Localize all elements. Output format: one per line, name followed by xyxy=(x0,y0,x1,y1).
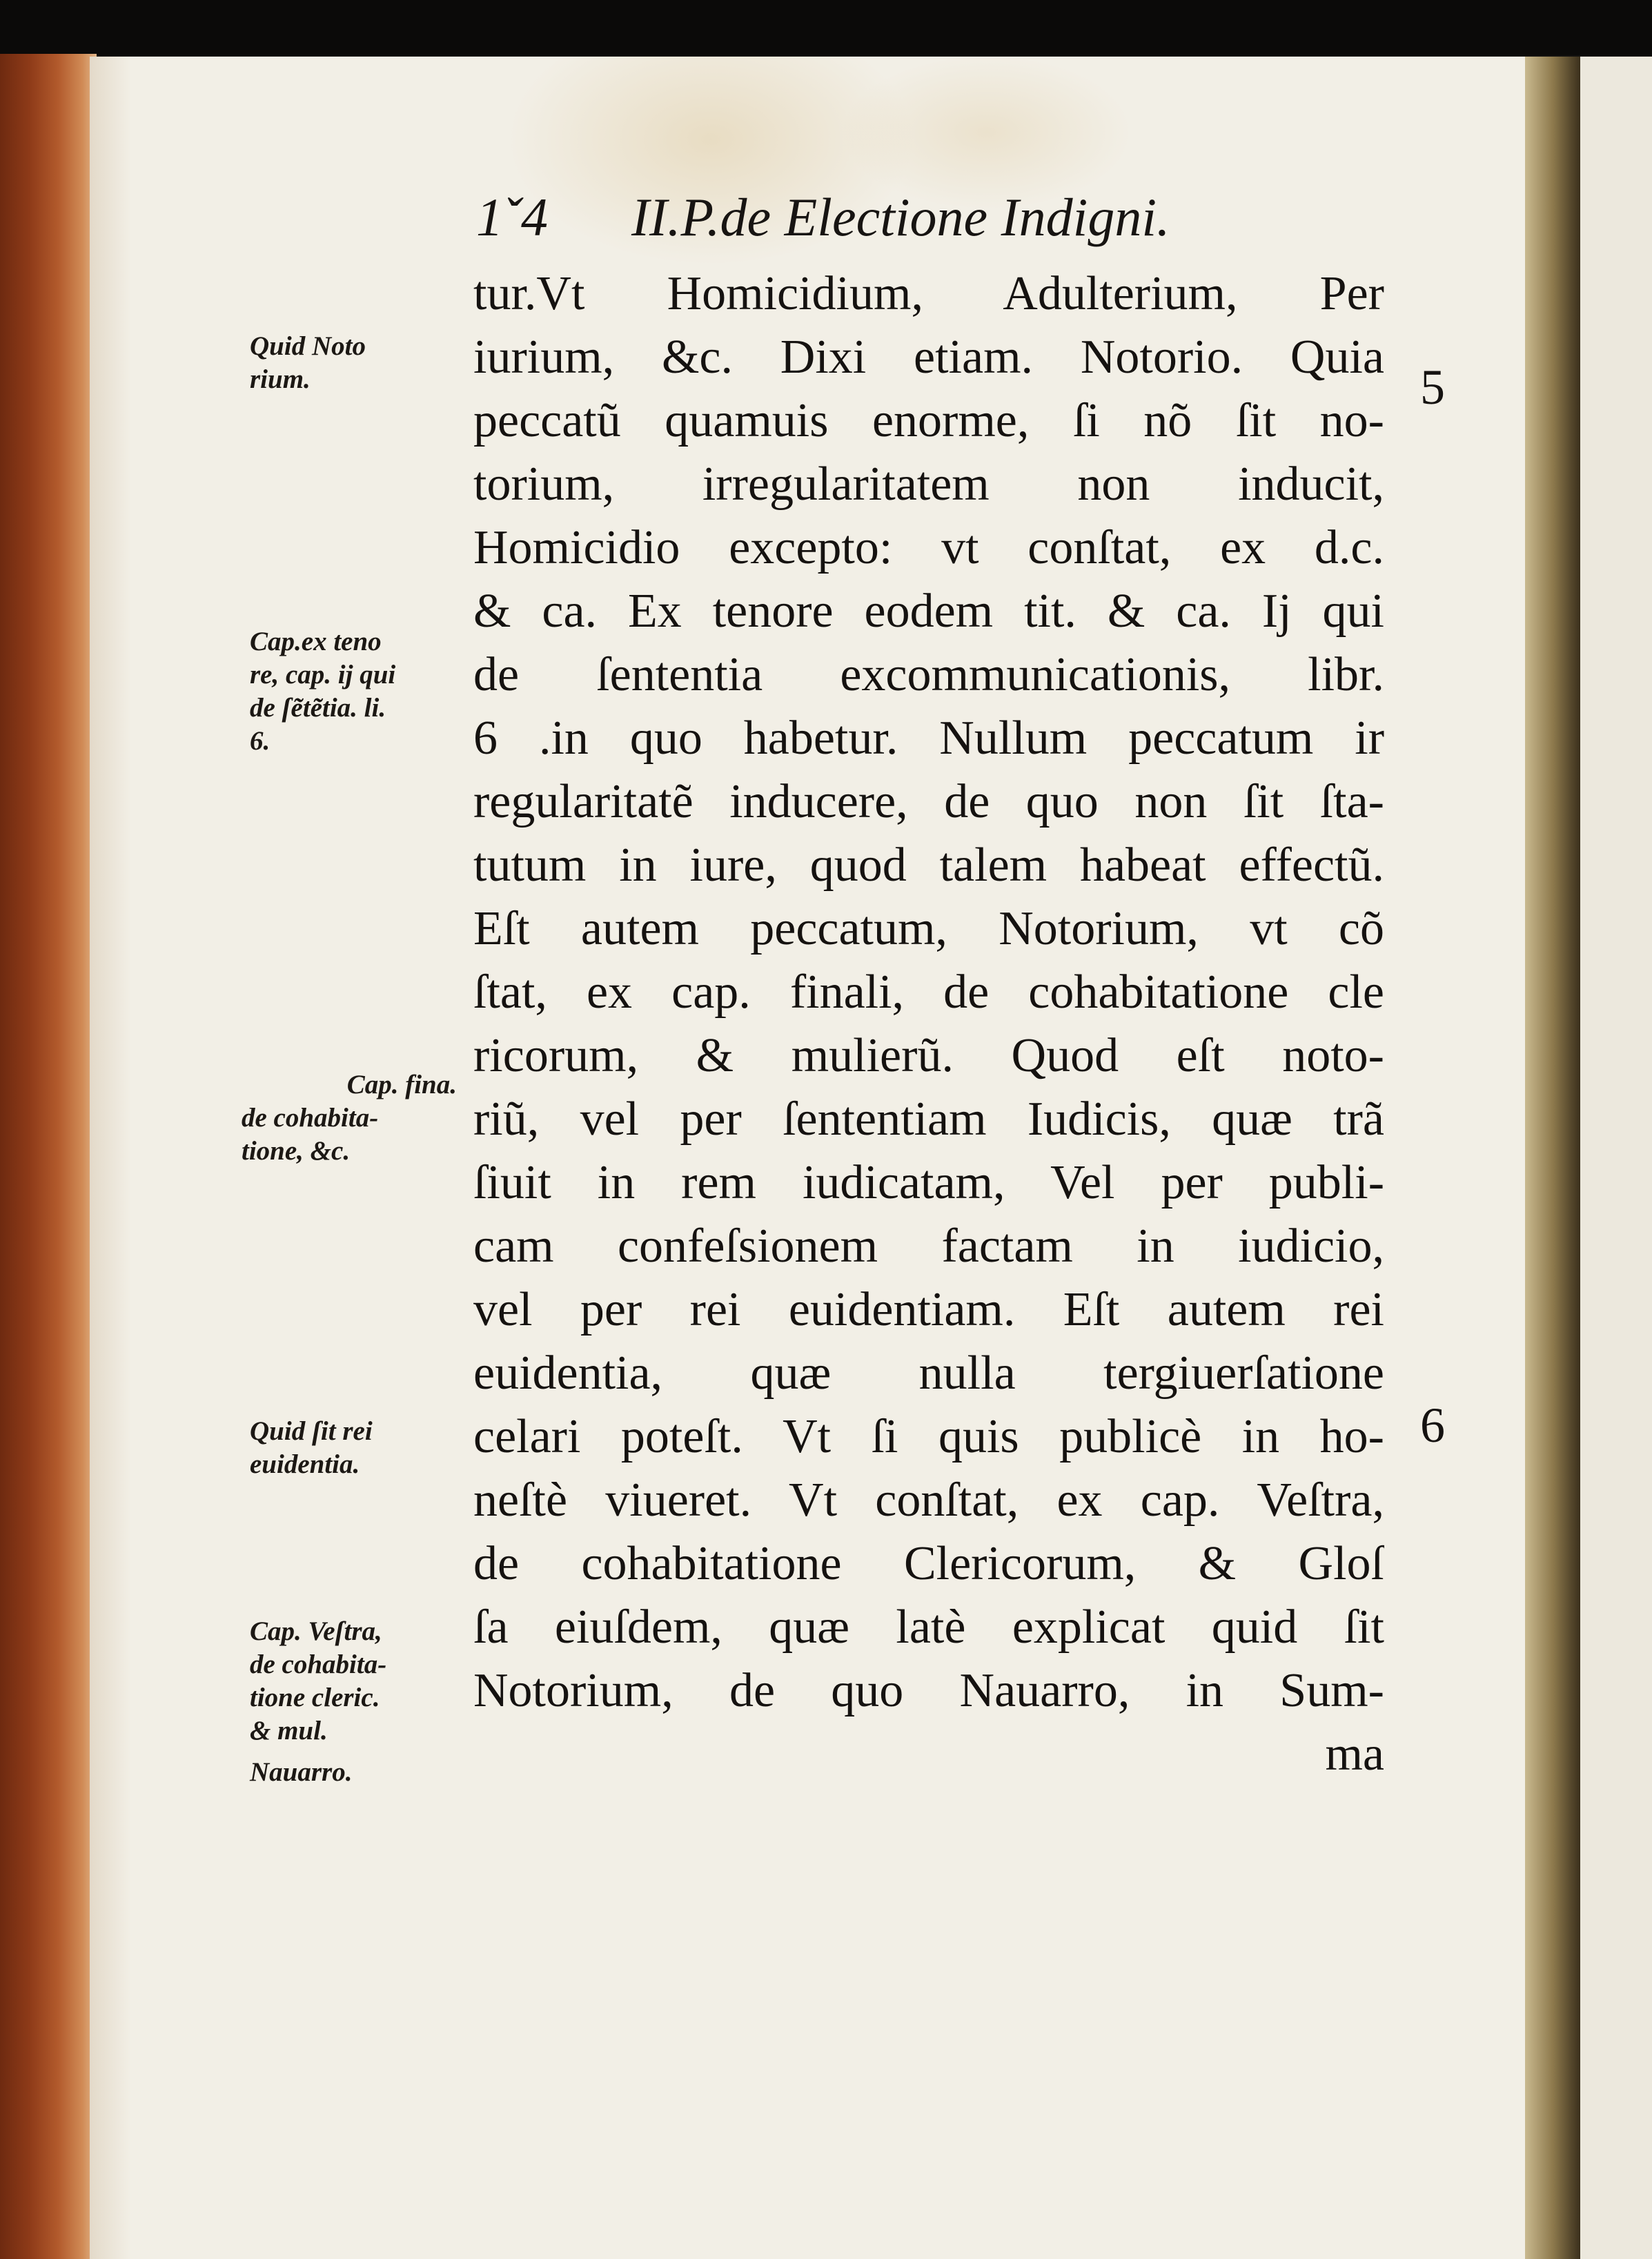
margin-note-quid-notorium xyxy=(250,330,471,396)
text-line: ſtat, ex cap. finali, de cohabitatione cle xyxy=(473,966,1384,1019)
margin-note-line: 6. xyxy=(250,726,271,756)
line-marker-5: 5 xyxy=(1420,360,1445,415)
text-line: torium, irregularitatem non inducit, xyxy=(473,458,1384,511)
page-gutter xyxy=(1525,57,1580,2259)
text-line: tur.Vt Homicidium, Adulterium, Per xyxy=(473,267,1384,320)
text-line: & ca. Ex tenore eodem tit. & ca. Ij qui xyxy=(473,585,1384,638)
margin-note-line: Cap. Veſtra, xyxy=(250,1616,382,1646)
margin-note-line: tione, &c. xyxy=(242,1136,351,1166)
margin-note-line: Quid Noto xyxy=(250,331,366,361)
text-line: ricorum, & mulierũ. Quod eſt noto- xyxy=(473,1029,1384,1082)
catchword: ma xyxy=(1325,1728,1384,1781)
running-title: II.P.de Electione Indigni. xyxy=(631,187,1170,247)
margin-note-line: de ſẽtẽtia. li. xyxy=(250,693,386,723)
scan-top-border xyxy=(0,0,1652,55)
text-line: Eſt autem peccatum, Notorium, vt cõ xyxy=(473,902,1384,955)
text-line: ſa eiuſdem, quæ latè explicat quid ſit xyxy=(473,1601,1384,1654)
margin-note-line: Nauarro. xyxy=(250,1757,353,1787)
text-line: ſiuit in rem iudicatam, Vel per publi- xyxy=(473,1156,1384,1209)
text-line: neſtè viueret. Vt conſtat, ex cap. Veſtra, xyxy=(473,1474,1384,1527)
text-line: 6 .in quo habetur. Nullum peccatum ir xyxy=(473,712,1384,765)
page-header xyxy=(476,186,1387,262)
line-marker-6: 6 xyxy=(1420,1398,1445,1453)
text-line: de cohabitatione Clericorum, & Gloſ xyxy=(473,1537,1384,1590)
margin-note-line: Cap. fina. xyxy=(346,1070,457,1099)
facing-page-edge xyxy=(1580,57,1652,2259)
margin-note-line: Quid ſit rei xyxy=(250,1416,373,1446)
text-line: iurium, &c. Dixi etiam. Notorio. Quia xyxy=(473,331,1384,384)
text-line: celari poteſt. Vt ſi quis publicè in ho- xyxy=(473,1410,1384,1463)
margin-note-line: de cohabita- xyxy=(250,1650,387,1679)
page-number: 1ˇ4 xyxy=(476,187,548,247)
text-line: de ſententia excommunicationis, libr. xyxy=(473,648,1384,701)
margin-note-quid-sit-rei-euidentia xyxy=(250,1415,471,1481)
margin-note-line: tione cleric. xyxy=(250,1683,380,1712)
margin-note-cap-finali xyxy=(242,1068,457,1168)
text-line: peccatũ quamuis enorme, ſi nõ ſit no- xyxy=(473,394,1384,447)
margin-note-line: & mul. xyxy=(250,1716,328,1745)
margin-note-cap-ex-tenore xyxy=(250,625,471,758)
book-cover-edge xyxy=(0,54,97,2259)
margin-note-line: rium. xyxy=(250,364,311,394)
margin-note-line: euidentia. xyxy=(250,1449,360,1479)
margin-note-cap-vestra xyxy=(250,1615,471,1789)
text-line: vel per rei euidentiam. Eſt autem rei xyxy=(473,1283,1384,1336)
text-line: euidentia, quæ nulla tergiuerſatione xyxy=(473,1347,1384,1400)
text-line: Notorium, de quo Nauarro, in Sum- xyxy=(473,1664,1384,1717)
text-line: tutum in iure, quod talem habeat effectũ. xyxy=(473,839,1384,892)
text-line: cam confeſsionem factam in iudicio, xyxy=(473,1220,1384,1273)
margin-note-line: de cohabita- xyxy=(242,1103,379,1133)
margin-note-line: re, cap. ij qui xyxy=(250,660,396,690)
text-line: riũ, vel per ſententiam Iudicis, quæ trã xyxy=(473,1093,1384,1146)
text-line: Homicidio excepto: vt conſtat, ex d.c. xyxy=(473,521,1384,574)
text-line: regularitatẽ inducere, de quo non ſit ſta- xyxy=(473,775,1384,828)
margin-note-line: Cap.ex teno xyxy=(250,627,382,656)
main-text xyxy=(473,262,1384,1786)
